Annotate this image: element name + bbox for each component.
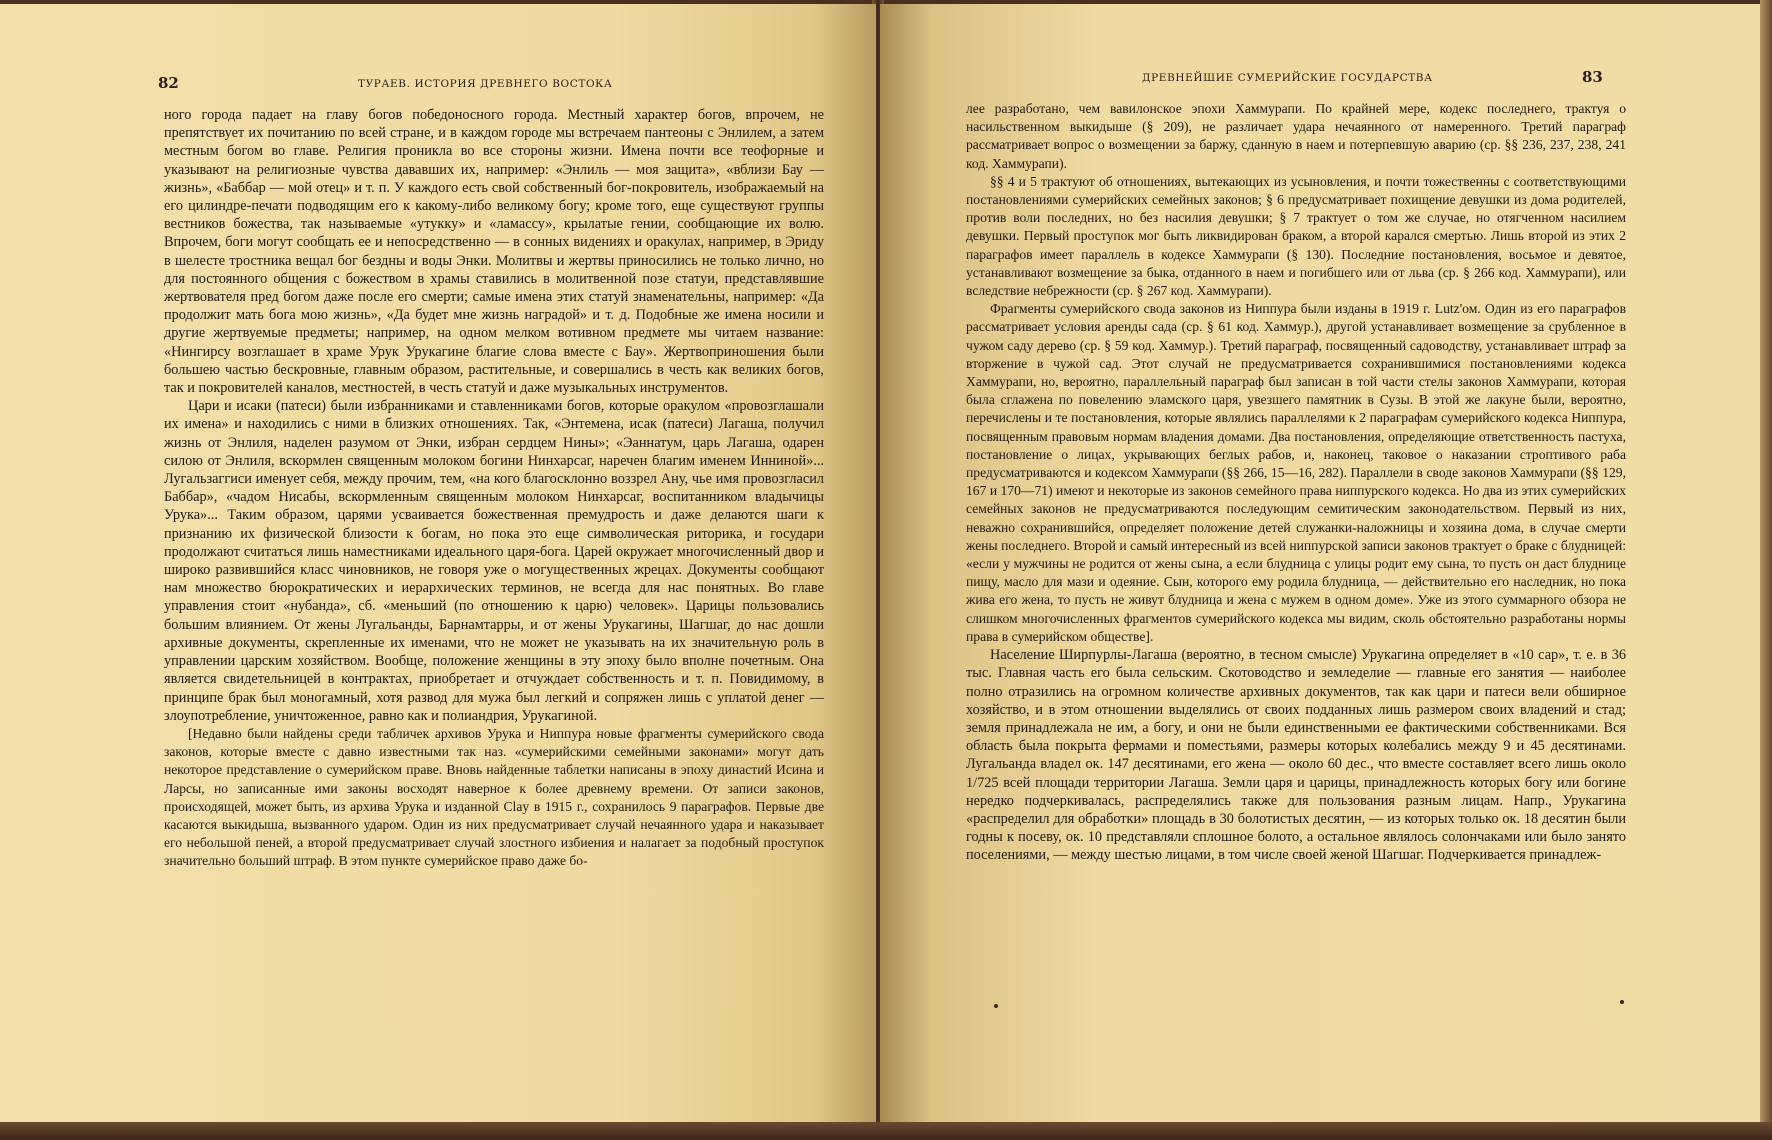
book-bottom-edge xyxy=(0,1122,1772,1140)
left-page xyxy=(0,4,876,1122)
right-page xyxy=(880,4,1760,1122)
right-paragraph: Население Ширпурлы-Лагаша (вероятно, в тесном смысле) Урукагина определяет в «10 сар», т. е. в 36 тыс. Главная часть его была сельским. Скотоводство и земледелие — главные его занятия — наиболее полно отразились на огромном количестве архивных документов, так как цари и патеси вели обширное хозяйство, и в этом отношении выделялись от своих подданных лишь размером своих владений и стад; земля принадлежала не им, а богу, и они не были единственными ее фактическими собственниками. Вся область была покрыта фермами и поместьями, размеры которых колебались между 9 и 45 десятинами. Лугальанда владел ок. 147 десятинами, его жена — около 60 дес., что вместе составляет всего лишь около 1/725 всей площади территории Лагаша. Земли царя и царицы, принадлежность которых богу или богине нередко подчеркивалась, распределялись также для пользования разным лицам. Напр., Урукагина «распределил для обработки» площадь в 30 болотистых десятин, — из которых только ок. 18 десятин были годны к посеву, ок. 10 представляли сплошное болото, а остальное являлось солончаками или было занято поселениями, — между шестью лицами, в том числе своей женой Шагшаг. Подчеркивается принадлеж- xyxy=(966,647,1626,864)
left-paragraph: [Недавно были найдены среди табличек архивов Урука и Ниппура новые фрагменты сумерийского свода законов, которые вместе с давно известными так наз. «сумерийскими семейными законами» могут дать некоторое представление о сумерийском праве. Вновь найденные таблетки написаны в эпоху династий Исина и Ларсы, но записанные ими законы восходят наверное к более древнему времени. От записи законов, происходящей, может быть, из архива Урука и изданной Clay в 1915 г., сохранилось 9 параграфов. Первые две касаются выкидыша, вызванного ударом. Один из них предусматривает случай нечаянного удара и наказывает его небольшой пеней, а второй предусматривает случай злостного избиения и налагает за подобный проступок значительно больший штраф. В этом пункте сумерийское право даже бо- xyxy=(164,725,824,869)
ink-speck xyxy=(994,1004,998,1008)
left-paragraph: ного города падает на главу богов победоносного города. Местный характер богов, впрочем, не препятствует их почитанию по всей стране, и в каждом городе мы встречаем пантеоны с Энлилем, а затем местным богом во главе. Религия проникла во все стороны жизни. Имена почти все теофорные и указывают на религиозные чувства дававших их, например: «Энлиль — моя защита», «вблизи Бау — жизнь», «Баббар — мой отец» и т. п. У каждого есть свой собственный бог-покровитель, изображаемый на его цилиндре-печати подводящим его к какому-либо великому богу; кроме того, еще существуют группы вестников божества, так называемые «утукку» и «ламассу», крылатые гении, сообщающие их волю. Впрочем, боги могут сообщать ее и непосредственно — в сонных видениях и оракулах, например, в Эриду в шелесте тростника вещал бог бездны и воды Энки. Молитвы и жертвы приносились не только лично, но для постоянного общения с божеством в храмы ставились в молитвенной позе статуи, представлявшие жертвователя пред богом даже после его смерти; самые имена этих статуй знаменательны, например: «Да продолжит мать бога мою жизнь», «Да будет мне жизнь наградой» и т. д. Подобные же имена носили и другие жертвуемые предметы; например, на одном мелком вотивном предмете мы читаем название: «Нингирсу возглашает в храме Урук Урукагине благие слова вместе с Бау». Жертвоприношения были большею частью бескровные, главным образом, растительные, и совершались в честь как великих богов, так и покровителей каналов, местностей, в честь статуй и даже музыкальных инструментов. xyxy=(164,107,824,397)
right-running-head: ДРЕВНЕЙШИЕ СУМЕРИЙСКИЕ ГОСУДАРСТВА xyxy=(1142,72,1433,84)
ink-speck xyxy=(1620,1000,1624,1004)
right-page-body xyxy=(966,100,1626,865)
right-paragraph: лее разработано, чем вавилонское эпохи Хаммурапи. По крайней мере, кодекс последнего, трактуя о насильственном выкидыше (§ 209), не различает удара нечаянного от намеренного. Третий параграф рассматривает вопрос о возмещении за баржу, сданную в наем и потерпевшую аварию (ср. §§ 236, 237, 238, 241 код. Хаммурапи). xyxy=(966,101,1626,171)
book-edge xyxy=(1760,0,1772,1140)
left-running-head: ТУРАЕВ. ИСТОРИЯ ДРЕВНЕГО ВОСТОКА xyxy=(358,78,613,90)
right-paragraph: §§ 4 и 5 трактуют об отношениях, вытекающих из усыновления, и почти тожественны с соответствующими постановлениями сумерийских семейных законов; § 6 предусматривает похищение девушки из дома родителей, против воли последних, но без насилия девушки; § 7 трактует о том же случае, но отягченном насилием девушки. Первый проступок мог быть ликвидирован браком, а второй карался смертью. Лишь второй из этих 2 параграфов имеет параллель в кодексе Хаммурапи (§ 130). Последние постановления, восьмое и девятое, устанавливают возмещение за быка, отданного в наем и погибшего или от льва (ср. § 266 код. Хаммурапи), или вследствие небрежности (ср. § 267 код. Хаммурапи). xyxy=(966,173,1626,299)
left-paragraph: Цари и исаки (патеси) были избранниками и ставленниками богов, которые оракулом «провозглашали их имена» и находились с ними в близких отношениях. Так, «Энтемена, исак (патеси) Лагаша, получил жизнь от Энлиля, наделен разумом от Энки, избран сердцем Нины»; «Эаннатум, царь Лагаша, одарен силою от Энлиля, вскормлен священным молоком богини Нинхарсаг, наречен благим именем Инниной»... Лугальзаггиси именует себя, между прочим, тем, «на кого благосклонно воззрел Ану, чье имя провозгласил Баббар», «чадом Нисабы, вскормленным священным молоком Нинхарсаг, воспитанником владычицы Урука»... Таким образом, царями усваивается божественная премудрость и даже делаются шаги к признанию их физической близости к богам, но пока это еще символическая риторика, и государи продолжают считаться лишь наместниками идеального царя-бога. Царей окружает многочисленный двор и широко развившийся класс чиновников, не говоря уже о могущественных жрецах. Документы сообщают нам множество бюрократических и иерархических терминов, не всегда для нас понятных. Во главе управления стоит «нубанда», сб. «меньший (по отношению к царю) человек». Царицы пользовались большим влиянием. От жены Лугальанды, Барнамтарры, и от жены Урукагины, Шагшаг, до нас дошли архивные документы, скрепленные их именами, что не может не указывать на их значительную роль в управлении царским хозяйством. Вообще, положение женщины в эту эпоху было вполне почетным. Она является свидетельницей в контрактах, приобретает и отчуждает собственность и т. п. Повидимому, в принципе брак был моногамный, хотя развод для мужа был легкий и сопряжен лишь с уплатой денег — злоупотребление, уничтоженное, равно как и полиандрия, Урукагиной. xyxy=(164,398,824,724)
left-page-body xyxy=(164,106,824,871)
left-page-number: 82 xyxy=(158,74,179,92)
right-page-number: 83 xyxy=(1582,68,1603,86)
right-paragraph: Фрагменты сумерийского свода законов из Ниппура были изданы в 1919 г. Lutz'ом. Один из его параграфов рассматривает условия аренды сада (ср. § 61 код. Хаммур.), другой устанавливает возмещение за срубленное в чужом саду дерево (ср. § 59 код. Хаммур.). Третий параграф, посвященный садоводству, устанавливает штраф за вторжение в чужой сад. Этот случай не предусматривается сохранившимися постановлениями кодекса Хаммурапи, но, вероятно, параллельный параграф был записан в той части стелы законов Хаммурапи, которая была сглажена по повелению эламского царя, увезшего памятник в Сузы. В этой же лакуне были, вероятно, перечислены и те постановления, которые являлись параллелями к 2 параграфам сумерийского кодекса Ниппура, посвященным правовым нормам владения домами. Два постановления, определяющие ответственность пастуха, постановление о лицах, укрывающих беглых рабов, и, наконец, таковое о наказании строптивого раба предусматриваются и кодексом Хаммурапи (§§ 266, 15—16, 282). Параллели в своде законов Хаммурапи (§§ 129, 167 и 170—71) имеют и некоторые из законов семейного права ниппурского кодекса. Но два из этих сумерийских семейных законов не предусматриваются последующим семитическим законодательством. Первый из них, неважно сохранившийся, определяет положение детей служанки-наложницы и хозяина дома, в случае смерти жены последнего. Второй и самый интересный из всей ниппурской записи законов трактует о браке с блудницей: «если у мужчины не родится от жены сына, а если блудница с улицы родит ему сына, то пусть он даст блуднице пищу, масло для мази и одеяние. Сын, которого ему родила блудница, — действительно его наследник, но пока жива его жена, то пусть не живут блудница и жена с мужем в одном доме». Уже из этого суммарного обзора не слишком многочисленных фрагментов сумерийского кодекса мы видим, сколь обстоятельно разработаны нормы права в сумерийском обществе]. xyxy=(966,301,1626,644)
